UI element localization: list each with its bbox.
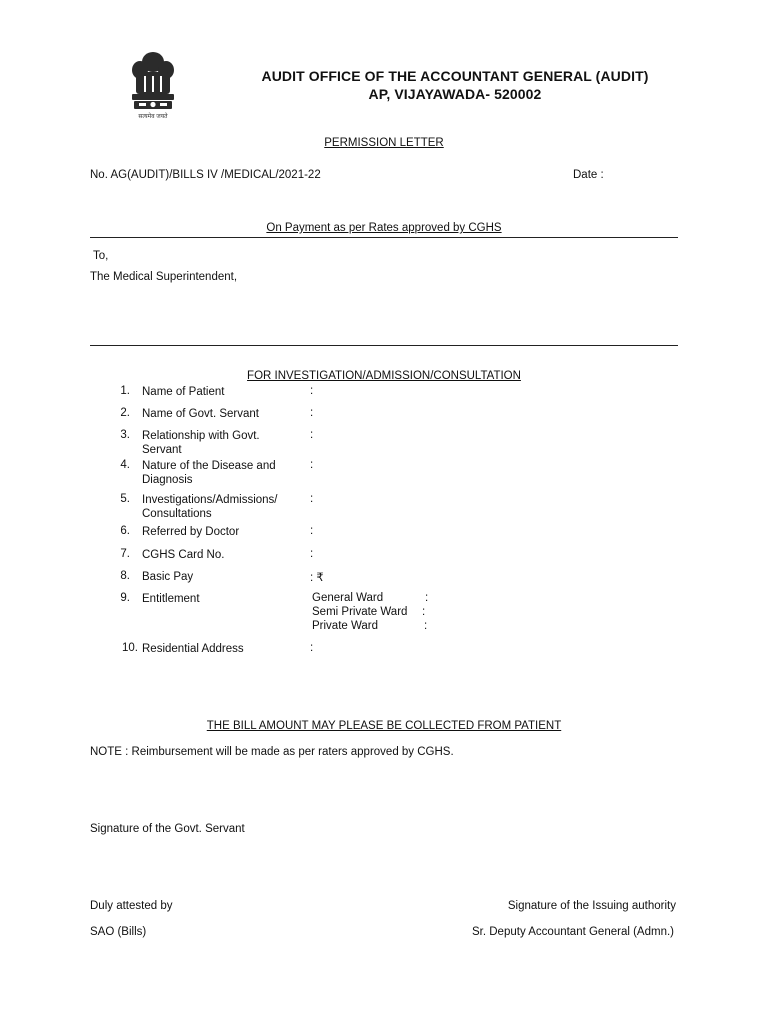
collect-from-patient-note: THE BILL AMOUNT MAY PLEASE BE COLLECTED FROM PATIENT	[206, 720, 562, 732]
issuing-authority-signature-label: Signature of the Issuing authority	[507, 900, 676, 912]
letter-heading: PERMISSION LETTER	[324, 137, 444, 149]
item-number: 2.	[120, 407, 130, 419]
item-colon: :	[310, 429, 314, 441]
entitlement-colon: :	[424, 620, 428, 632]
entitlement-semi-private-ward: Semi Private Ward	[312, 606, 408, 618]
item-number: 3.	[120, 429, 130, 441]
item-number: 10.	[122, 642, 138, 654]
subject-divider	[90, 237, 678, 238]
emblem-motto: सत्यमेव जयते	[138, 114, 168, 120]
subject-line: On Payment as per Rates approved by CGHS	[266, 222, 502, 234]
item-number: 9.	[120, 592, 130, 604]
national-emblem	[122, 48, 184, 122]
date-label: Date :	[573, 169, 604, 181]
address-divider	[90, 345, 678, 346]
item-colon: :	[310, 407, 314, 419]
entitlement-colon: :	[425, 592, 429, 604]
item-number: 8.	[120, 570, 130, 582]
item-label: Nature of the Disease and Diagnosis	[142, 460, 276, 486]
sao-label: SAO (Bills)	[90, 926, 147, 938]
entitlement-private-ward: Private Ward	[312, 620, 379, 632]
office-title: AUDIT OFFICE OF THE ACCOUNTANT GENERAL (AUDIT)	[261, 68, 649, 84]
entitlement-colon: :	[422, 606, 426, 618]
item-number: 1.	[120, 385, 130, 397]
item-colon: :	[310, 493, 314, 505]
reimbursement-note: NOTE : Reimbursement will be made as per raters approved by CGHS.	[90, 746, 454, 758]
lion-capital-icon	[122, 48, 184, 114]
item-label: Entitlement	[142, 593, 200, 605]
item-number: 5.	[120, 493, 130, 505]
addressee: The Medical Superintendent,	[90, 271, 238, 283]
item-colon: :	[310, 385, 314, 397]
item-colon: :	[310, 459, 314, 471]
item-label: Referred by Doctor	[142, 526, 240, 538]
item-number: 6.	[120, 525, 130, 537]
item-label: Residential Address	[142, 643, 244, 655]
item-label: Investigations/Admissions/ Consultations	[142, 494, 278, 520]
govt-servant-signature-label: Signature of the Govt. Servant	[90, 823, 245, 835]
attested-label: Duly attested by	[90, 900, 173, 912]
office-address: AP, VIJAYAWADA- 520002	[368, 86, 542, 102]
item-label: Basic Pay	[142, 571, 194, 583]
item-label: Name of Patient	[142, 386, 225, 398]
reference-number: No. AG(AUDIT)/BILLS IV /MEDICAL/2021-22	[90, 169, 321, 181]
form-heading: FOR INVESTIGATION/ADMISSION/CONSULTATION	[247, 370, 521, 382]
item-label: Relationship with Govt. Servant	[142, 430, 260, 456]
item-colon: :	[310, 642, 314, 654]
item-number: 7.	[120, 548, 130, 560]
item-label: CGHS Card No.	[142, 549, 225, 561]
item-colon: : ₹	[310, 572, 324, 584]
to-label: To,	[93, 250, 109, 262]
entitlement-general-ward: General Ward	[312, 592, 384, 604]
item-number: 4.	[120, 459, 130, 471]
sr-deputy-label: Sr. Deputy Accountant General (Admn.)	[472, 926, 674, 938]
item-label: Name of Govt. Servant	[142, 408, 259, 420]
item-colon: :	[310, 525, 314, 537]
item-colon: :	[310, 548, 314, 560]
